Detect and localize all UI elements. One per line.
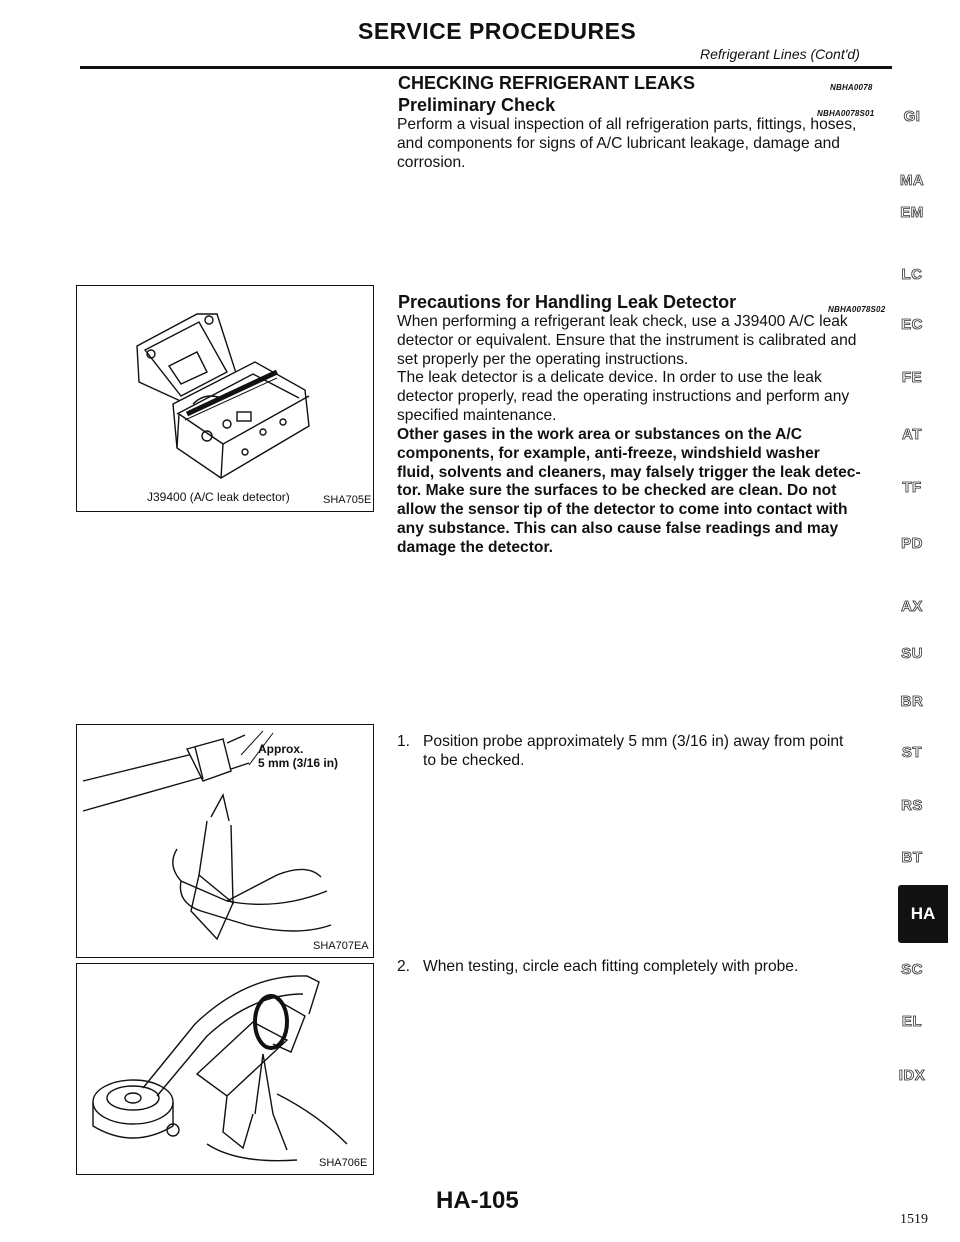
precautions-line: set properly per the operating instructions. [397,350,689,368]
probe-position-drawing [77,725,373,957]
step-1 [397,733,887,771]
side-tab-pd[interactable]: PD [901,535,923,552]
side-tab-gi[interactable]: GI [903,108,921,125]
step-line: Position probe approximately 5 mm (3/16 in) away from point [423,733,844,750]
step-2 [397,958,887,977]
side-tab-br[interactable]: BR [900,693,924,710]
preliminary-line: corrosion. [397,153,466,171]
side-tab-ma[interactable]: MA [899,172,925,189]
side-tab-sc[interactable]: SC [901,961,923,978]
leak-detector-drawing [77,286,373,511]
side-tab-st[interactable]: ST [901,744,923,761]
precautions-warning [397,426,883,558]
warning-line: fluid, solvents and cleaners, may falsely trigger the leak detec- [397,463,861,481]
section-title: CHECKING REFRIGERANT LEAKS [398,73,696,93]
page-label: HA-105 [436,1187,519,1214]
figure-probe-position [76,724,374,958]
precautions-line: When performing a refrigerant leak check, use a J39400 A/C leak [397,313,848,330]
warning-line: Other gases in the work area or substances on the A/C [397,426,802,443]
side-tab-bt[interactable]: BT [901,849,923,866]
preliminary-title: Preliminary Check [398,95,556,115]
figure-code: SHA706E [319,1157,368,1169]
side-tab-su[interactable]: SU [901,645,923,662]
warning-line: tor. Make sure the surfaces to be checked are clean. Do not [397,482,837,500]
page-header-subtitle: Refrigerant Lines (Cont'd) [700,46,860,62]
side-tab-fe[interactable]: FE [901,369,923,386]
figure-caption: J39400 (A/C leak detector) [147,490,290,504]
figure-circle-fitting [76,963,374,1175]
precautions-code: NBHA0078S02 [828,305,886,314]
side-tab-lc[interactable]: LC [901,266,923,283]
precautions-line: detector properly, read the operating instructions and perform any [397,388,850,406]
circle-fitting-drawing [77,964,373,1174]
step-line: to be checked. [423,751,525,769]
side-tab-ha[interactable]: HA [898,885,948,943]
precautions-line: detector or equivalent. Ensure that the instrument is calibrated and [397,331,857,349]
page-number: 1519 [900,1212,928,1227]
dimension-label-value: 5 mm (3/16 in) [258,756,339,770]
precautions-text [397,313,883,426]
figure-leak-detector [76,285,374,512]
step-number: 2. [397,958,411,975]
warning-line: components, for example, anti-freeze, windshield washer [397,444,820,462]
precautions-title: Precautions for Handling Leak Detector [398,292,737,312]
figure-code: SHA707EA [313,940,369,952]
warning-line: damage the detector. [397,538,553,556]
side-tab-tf[interactable]: TF [902,479,922,496]
side-tab-em[interactable]: EM [900,204,924,221]
side-tab-at[interactable]: AT [902,426,922,443]
page-header-title: SERVICE PROCEDURES [358,18,637,44]
warning-line: any substance. This can also cause false readings and may [397,519,839,537]
dimension-label-approx: Approx. [258,742,304,756]
side-tab-ax[interactable]: AX [901,598,923,615]
figure-code: SHA705E [323,494,372,506]
preliminary-line: Perform a visual inspection of all refrigeration parts, fittings, hoses, [397,116,857,133]
preliminary-line: and components for signs of A/C lubricant leakage, damage and [397,134,840,152]
precautions-line: specified maintenance. [397,406,557,424]
side-tab-el[interactable]: EL [901,1013,923,1030]
side-tab-ec[interactable]: EC [901,316,923,333]
precautions-line: The leak detector is a delicate device. In order to use the leak [397,369,822,387]
preliminary-code: NBHA0078S01 [817,109,875,118]
step-number: 1. [397,733,411,750]
section-code: NBHA0078 [830,83,873,92]
step-line: When testing, circle each fitting completely with probe. [423,958,799,975]
side-tab-idx[interactable]: IDX [898,1067,926,1084]
header-rule [80,66,892,69]
side-tab-rs[interactable]: RS [901,797,923,814]
warning-line: allow the sensor tip of the detector to come into contact with [397,501,848,519]
preliminary-text [397,116,883,172]
